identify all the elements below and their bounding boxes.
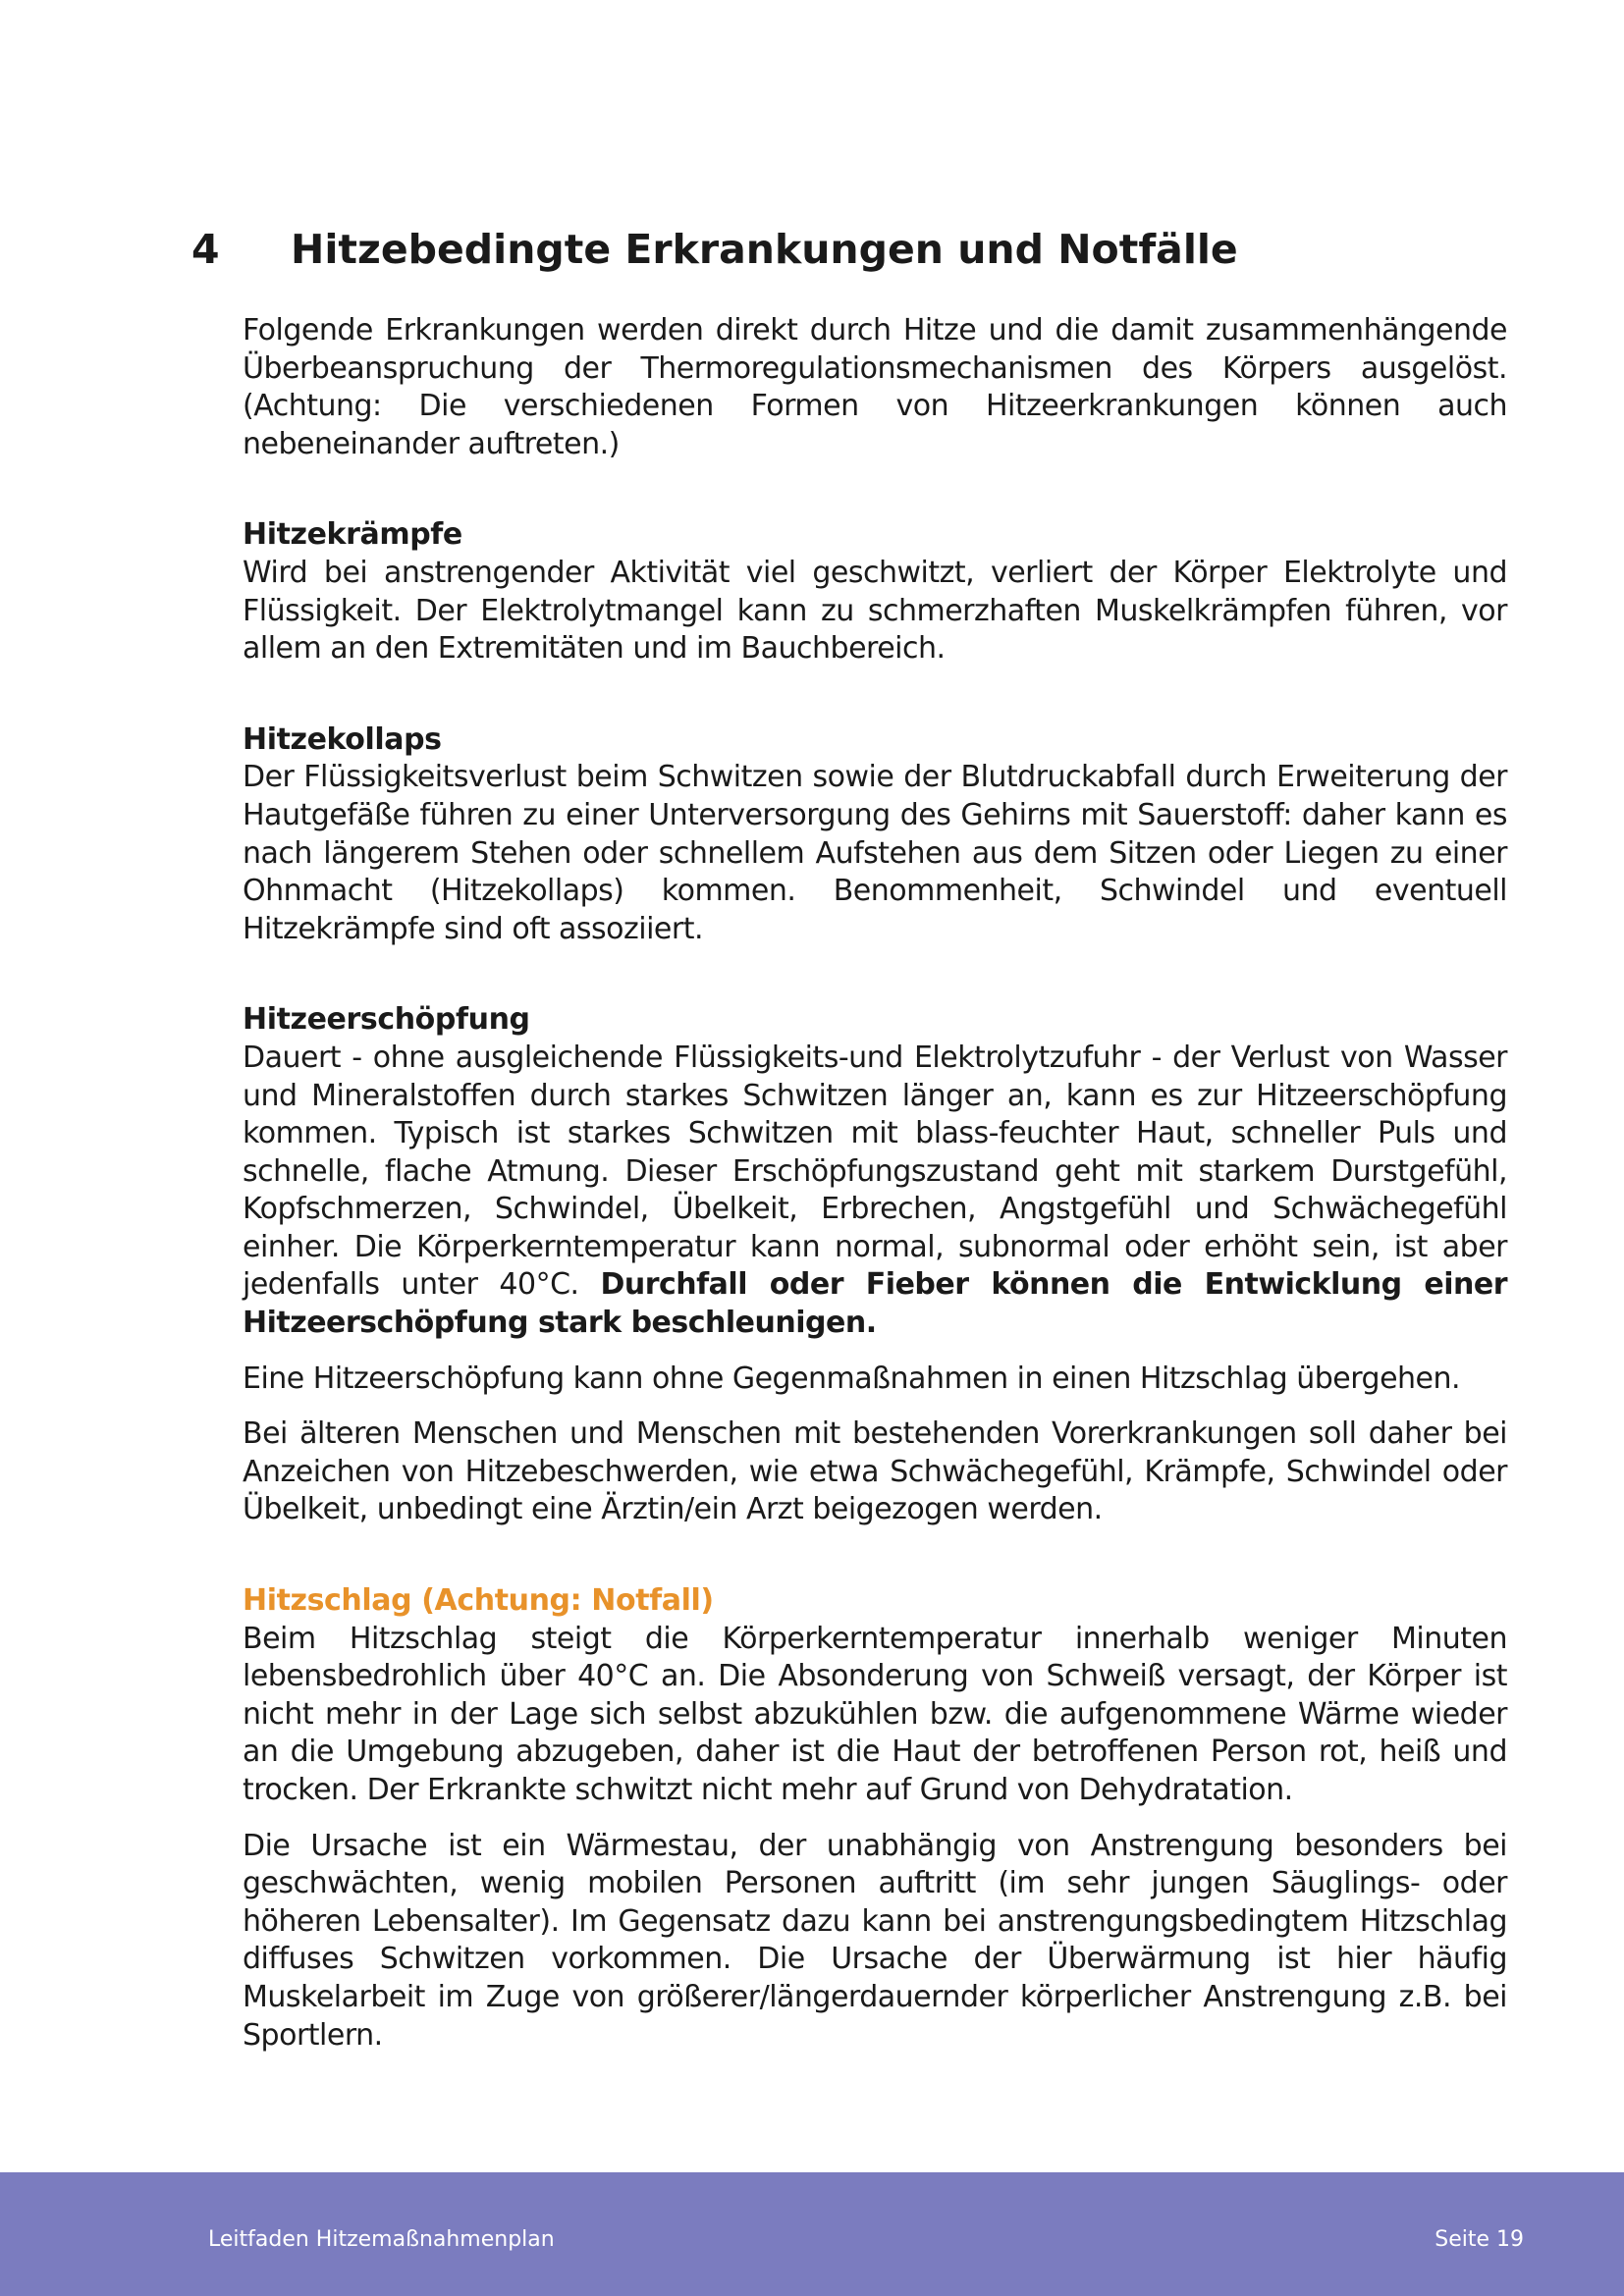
hitzeerschoepfung-text: Dauert - ohne ausgleichende Flüssigkeits-und Elektrolytzufuhr - der Verlust von Wasser und Mineralstoffen durch starkes Schwitzen länger an, kann es zur Hitzeerschöpfung kommen. Typisch ist starkes Schwitzen mit blass-feuchter Haut, schneller Puls und schnelle, flache Atmung. Dieser Erschöpfungszustand geht mit starkem Durstgefühl, Kopfschmerzen, Schwindel, Übelkeit, Erbrechen, Angstgefühl und Schwächegefühl einher. Die Körperkerntemperatur kann normal, subnormal oder erhöht sein, ist aber jedenfalls unter 40°C. [243,1040,1507,1303]
chapter-title: Hitzebedingte Erkrankungen und Notfälle [291,226,1238,273]
main-content [243,312,1507,2055]
heading-hitzschlag: Hitzschlag (Achtung: Notfall) [243,1583,714,1619]
heading-hitzeerschoepfung: Hitzeerschöpfung [243,1002,530,1038]
hitzeerschoepfung-bold-note: Durchfall oder Fieber können die Entwicklung einer Hitzeerschöpfung stark beschleunigen. [243,1267,1507,1341]
footer-document-title: Leitfaden Hitzemaßnahmenplan [208,2227,555,2252]
paragraph-hitzeerschoepfung [243,1040,1507,1343]
paragraph-hitzschlag: Beim Hitzschlag steigt die Körperkerntemperatur innerhalb weniger Minuten lebensbedrohlich über 40°C an. Die Absonderung von Schweiß versagt, der Körper ist nicht mehr in der Lage sich selbst abzukühlen bzw. die aufgenommene Wärme wieder an die Umgebung abzugeben, daher ist die Haut der betroffenen Person rot, heiß und trocken. Der Erkrankte schwitzt nicht mehr auf Grund von Dehydratation. [243,1621,1507,1807]
paragraph-hitzschlag-2: Die Ursache ist ein Wärmestau, der unabhängig von Anstrengung besonders bei geschwächten, wenig mobilen Personen auftritt (im sehr jungen Säuglings- oder höheren Lebensalter). Im Gegensatz dazu kann bei anstrengungsbedingtem Hitzschlag diffuses Schwitzen vorkommen. Die Ursache der Überwärmung ist hier häufig Muskelarbeit im Zuge von größerer/längerdauernder körperlicher Anstrengung z.B. bei Sportlern. [243,1828,1507,2053]
paragraph-hitzeerschoepfung-2: Eine Hitzeerschöpfung kann ohne Gegenmaßnahmen in einen Hitzschlag übergehen. [243,1361,1461,1396]
intro-paragraph: Folgende Erkrankungen werden direkt durch Hitze und die damit zusammenhängende Überbeanspruchung der Thermoregulationsmechanismen des Körpers ausgelöst. (Achtung: Die verschiedenen Formen von Hitzeerkrankungen können auch nebeneinander auftreten.) [243,313,1507,461]
paragraph-hitzekraempfe: Wird bei anstrengender Aktivität viel geschwitzt, verliert der Körper Elektrolyte und Flüssigkeit. Der Elektrolytmangel kann zu schmerzhaften Muskelkrämpfen führen, vor allem an den Extremitäten und im Bauchbereich. [243,555,1507,667]
page-footer [0,2172,1624,2296]
chapter-number: 4 [191,226,220,273]
paragraph-hitzekollaps: Der Flüssigkeitsverlust beim Schwitzen sowie der Blutdruckabfall durch Erweiterung der Hautgefäße führen zu einer Unterversorgung des Gehirns mit Sauerstoff: daher kann es nach längerem Stehen oder schnellem Aufstehen aus dem Sitzen oder Liegen zu einer Ohnmacht (Hitzekollaps) kommen. Benommenheit, Schwindel und eventuell Hitzekrämpfe sind oft assoziiert. [243,760,1507,946]
page-title [191,222,1468,277]
heading-hitzekollaps: Hitzekollaps [243,721,442,757]
heading-hitzekraempfe: Hitzekrämpfe [243,517,462,553]
footer-page-number: Seite 19 [1435,2227,1524,2252]
paragraph-hitzeerschoepfung-3: Bei älteren Menschen und Menschen mit bestehenden Vorerkrankungen soll daher bei Anzeichen von Hitzebeschwerden, wie etwa Schwächegefühl, Krämpfe, Schwindel oder Übelkeit, unbedingt eine Ärztin/ein Arzt beigezogen werden. [243,1416,1507,1527]
